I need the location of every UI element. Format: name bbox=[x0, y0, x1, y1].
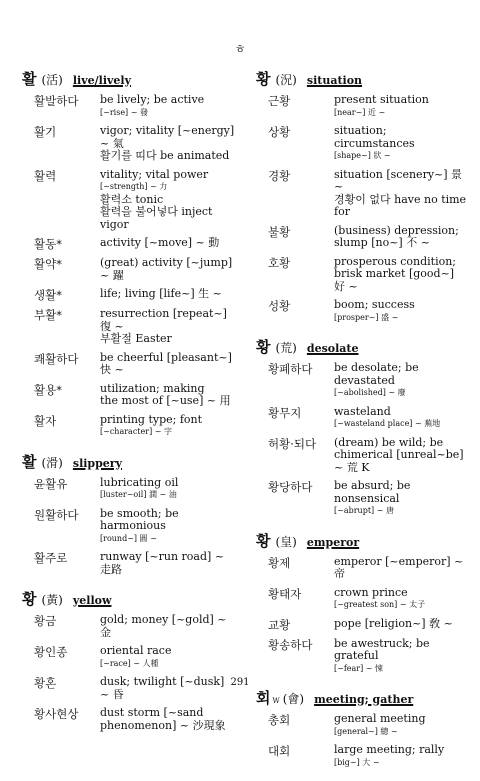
entry-term: 상황 bbox=[268, 125, 291, 139]
headword-meaning: yellow bbox=[72, 594, 112, 607]
headword-hanja: (荒) bbox=[275, 341, 297, 355]
dictionary-section bbox=[22, 451, 237, 577]
definition-line: (great) activity [~jump] ~ 躍 bbox=[100, 256, 233, 282]
entry-term: 황태자 bbox=[268, 586, 302, 601]
definition-line: situation; circumstances bbox=[334, 124, 415, 150]
right-column bbox=[256, 68, 468, 781]
dictionary-entry bbox=[256, 713, 468, 738]
entry-definition bbox=[334, 225, 468, 250]
headword: 회 bbox=[256, 689, 271, 707]
entry-term: 황당하다 bbox=[268, 480, 313, 494]
dictionary-entry bbox=[256, 744, 468, 769]
entry-term: 황무지 bbox=[268, 405, 302, 420]
entry-definition bbox=[100, 257, 237, 282]
dictionary-entry bbox=[22, 551, 237, 576]
headword-hanja: (況) bbox=[275, 73, 297, 87]
entry-definition bbox=[100, 94, 237, 119]
entry-definition bbox=[334, 713, 468, 738]
entry-term: 활약* bbox=[34, 257, 62, 271]
dictionary-entry bbox=[22, 257, 237, 282]
entry-definition bbox=[100, 614, 237, 639]
entry-term: 활력 bbox=[34, 168, 57, 183]
section-heading bbox=[22, 68, 237, 89]
entry-definition bbox=[100, 383, 237, 408]
section-heading bbox=[256, 530, 468, 551]
entry-definition bbox=[100, 237, 237, 251]
definition-line: vitality; vital power bbox=[100, 167, 209, 181]
entry-definition bbox=[334, 406, 468, 431]
entry-term: 성황 bbox=[268, 299, 291, 313]
definition-line: 활력을 불어넣다 inject vigor bbox=[100, 205, 213, 231]
entry-definition bbox=[100, 645, 237, 670]
definition-line: situation [scenery~] 景 ~ bbox=[334, 167, 463, 193]
definition-line: pope [religion~] 敎 ~ bbox=[334, 616, 453, 630]
entry-definition bbox=[334, 125, 468, 163]
entry-term: 대회 bbox=[268, 744, 291, 758]
definition-line: [~race] ~ 人種 bbox=[100, 658, 159, 668]
headword-meaning: live/lively bbox=[72, 74, 131, 87]
definition-line: be desolate; be devastated bbox=[334, 361, 419, 387]
definition-line: the most of [~use] ~ 用 bbox=[100, 394, 231, 407]
definition-line: [prosper~] 盛 ~ bbox=[334, 312, 399, 322]
entry-term: 황제 bbox=[268, 555, 291, 570]
entry-term: 황인종 bbox=[34, 645, 68, 659]
dictionary-entry bbox=[22, 308, 237, 346]
dictionary-entry bbox=[256, 556, 468, 581]
entry-term: 근황 bbox=[268, 94, 291, 108]
section-heading bbox=[256, 68, 468, 89]
entry-term: 생활* bbox=[34, 288, 62, 302]
dictionary-entry bbox=[22, 94, 237, 119]
entry-definition bbox=[100, 352, 237, 377]
entry-definition bbox=[334, 437, 468, 475]
dictionary-entry bbox=[22, 125, 237, 163]
entry-term: 교황 bbox=[268, 617, 291, 632]
entry-definition bbox=[100, 707, 237, 732]
entry-definition bbox=[334, 362, 468, 400]
definition-line: 경황이 없다 have no time for bbox=[334, 192, 467, 218]
definition-line: dusk; twilight [~dusk] ~ 昏 bbox=[100, 675, 225, 701]
entry-term: 활용* bbox=[34, 382, 62, 397]
entry-term: 활자 bbox=[34, 413, 57, 428]
definition-line: phenomenon] ~ 沙現象 bbox=[100, 718, 226, 732]
headword: 황 bbox=[256, 70, 271, 88]
headword-hanja: (皇) bbox=[275, 534, 297, 549]
dictionary-entry bbox=[256, 225, 468, 250]
definition-line: [general~] 總 ~ bbox=[334, 726, 398, 736]
entry-definition bbox=[334, 480, 468, 518]
dictionary-entry bbox=[22, 383, 237, 408]
definition-line: wasteland bbox=[334, 404, 391, 418]
dictionary-entry bbox=[256, 406, 468, 431]
definition-line: be cheerful [pleasant~] 快 ~ bbox=[100, 350, 232, 376]
entry-definition bbox=[100, 508, 237, 546]
dictionary-section bbox=[256, 68, 468, 324]
headword-meaning: meeting; gather bbox=[314, 693, 414, 706]
definition-line: brisk market [good~] 好 ~ bbox=[334, 267, 455, 293]
dictionary-entry bbox=[22, 477, 237, 502]
dictionary-entry bbox=[256, 299, 468, 324]
definition-line: vigor; vitality [~energy] ~ 氣 bbox=[100, 124, 235, 150]
definition-line: [~fear] ~ 悚 bbox=[334, 663, 384, 673]
definition-line: be lively; be active bbox=[100, 93, 205, 106]
entry-definition bbox=[334, 169, 468, 219]
page-number: 291 bbox=[230, 677, 250, 688]
entry-term: 활발하다 bbox=[34, 94, 79, 108]
entry-term: 허황·되다 bbox=[268, 436, 317, 451]
entry-term: 불황 bbox=[268, 224, 291, 239]
definition-line: printing type; font bbox=[100, 412, 203, 426]
definition-line: 활기를 띠다 be animated bbox=[100, 149, 230, 162]
entry-definition bbox=[100, 125, 237, 163]
definition-line: 부활절 Easter bbox=[100, 332, 172, 345]
entry-definition bbox=[334, 587, 468, 612]
entry-term: 쾌활하다 bbox=[34, 351, 79, 366]
definition-line: prosperous condition; bbox=[334, 254, 457, 268]
definition-line: [~abrupt] ~ 唐 bbox=[334, 506, 394, 515]
dictionary-entry bbox=[22, 352, 237, 377]
dictionary-entry bbox=[256, 480, 468, 518]
entry-definition bbox=[334, 299, 468, 324]
entry-term: 황사현상 bbox=[34, 707, 79, 721]
headword-meaning: emperor bbox=[306, 535, 360, 549]
entry-definition bbox=[334, 94, 468, 119]
definition-line: resurrection [repeat~] 復 ~ bbox=[100, 307, 227, 333]
headword-meaning: desolate bbox=[306, 342, 359, 355]
dictionary-entry bbox=[256, 256, 468, 294]
page-header-letter: ㅎ bbox=[234, 42, 246, 56]
entry-term: 호황 bbox=[268, 255, 291, 270]
entry-definition bbox=[334, 638, 468, 676]
entry-term: 활기 bbox=[34, 125, 57, 139]
definition-line: emperor [~emperor] ~ 帝 bbox=[334, 554, 464, 580]
dictionary-entry bbox=[22, 614, 237, 639]
headword: 황 bbox=[22, 590, 37, 608]
dictionary-section bbox=[22, 588, 237, 732]
dictionary-entry bbox=[256, 437, 468, 475]
headword-hanja: (會) bbox=[282, 692, 305, 706]
definition-line: crown prince bbox=[334, 585, 408, 599]
entry-term: 황송하다 bbox=[268, 637, 313, 652]
definition-line: runway [~run road] ~ 走路 bbox=[100, 550, 225, 576]
headword: 황 bbox=[256, 531, 271, 550]
entry-definition bbox=[100, 477, 237, 502]
entry-term: 총회 bbox=[268, 713, 291, 727]
dictionary-entry bbox=[256, 94, 468, 119]
headword-hanja: (滑) bbox=[41, 455, 63, 470]
entry-term: 부활* bbox=[34, 308, 62, 322]
dictionary-entry bbox=[22, 414, 237, 439]
definition-line: oriental race bbox=[100, 644, 172, 657]
entry-definition bbox=[334, 556, 468, 581]
headword-meaning: slippery bbox=[72, 456, 122, 470]
left-column bbox=[22, 68, 237, 744]
entry-term: 경황 bbox=[268, 168, 291, 183]
definition-line: [~strength] ~ 力 bbox=[100, 182, 168, 191]
dictionary-section bbox=[256, 530, 468, 676]
dictionary-section bbox=[256, 336, 468, 518]
entry-definition bbox=[100, 288, 237, 302]
dictionary-entry bbox=[22, 645, 237, 670]
entry-term: 황폐하다 bbox=[268, 362, 313, 376]
dictionary-entry bbox=[256, 618, 468, 632]
entry-definition bbox=[334, 256, 468, 294]
definition-line: [luster~oil] 潤 ~ 油 bbox=[100, 490, 177, 499]
dictionary-entry bbox=[22, 288, 237, 302]
definition-line: 활력소 tonic bbox=[100, 192, 164, 206]
definition-line: general meeting bbox=[334, 712, 426, 725]
headword-hanja: (活) bbox=[41, 73, 63, 87]
dictionary-section bbox=[22, 68, 237, 439]
definition-line: dust storm [~sand bbox=[100, 706, 204, 719]
definition-line: be smooth; be harmonious bbox=[100, 506, 179, 532]
dictionary-entry bbox=[256, 169, 468, 219]
dictionary-entry bbox=[256, 587, 468, 612]
definition-line: [~wasteland place] ~ 蕪地 bbox=[334, 419, 441, 428]
dictionary-entry bbox=[256, 638, 468, 676]
dictionary-section bbox=[256, 687, 468, 769]
definition-line: [shape~] 狀 ~ bbox=[334, 151, 391, 160]
definition-line: lubricating oil bbox=[100, 475, 179, 489]
definition-line: [round~] 圓 ~ bbox=[100, 533, 157, 543]
definition-line: be awestruck; be grateful bbox=[334, 636, 430, 662]
headword-superscript: W bbox=[272, 697, 280, 705]
headword: 황 bbox=[256, 338, 271, 356]
entry-term: 황혼 bbox=[34, 676, 57, 690]
dictionary-entry bbox=[22, 169, 237, 232]
definition-line: [~rise] ~ 發 bbox=[100, 107, 148, 117]
headword-hanja: (黃) bbox=[41, 593, 63, 607]
entry-definition bbox=[100, 414, 237, 439]
headword: 활 bbox=[22, 70, 37, 88]
entry-definition bbox=[100, 551, 237, 576]
entry-term: 원활하다 bbox=[34, 507, 79, 522]
definition-line: [near~] 近 ~ bbox=[334, 107, 386, 117]
entry-term: 활동* bbox=[34, 237, 62, 251]
definition-line: [~greatest son] ~ 太子 bbox=[334, 600, 426, 609]
entry-definition bbox=[334, 618, 468, 632]
definition-line: (dream) be wild; be bbox=[334, 435, 444, 449]
entry-term: 윤활유 bbox=[34, 476, 68, 491]
dictionary-entry bbox=[22, 508, 237, 546]
section-heading bbox=[256, 336, 468, 357]
definition-line: [~abolished] ~ 廢 bbox=[334, 388, 406, 397]
section-heading bbox=[256, 687, 468, 708]
definition-line: life; living [life~] 生 ~ bbox=[100, 287, 222, 300]
definition-line: be absurd; be nonsensical bbox=[334, 479, 411, 505]
definition-line: activity [~move] ~ 動 bbox=[100, 236, 220, 249]
dictionary-entry bbox=[256, 362, 468, 400]
definition-line: utilization; making bbox=[100, 381, 205, 395]
definition-line: (business) depression; bbox=[334, 223, 459, 237]
definition-line: slump [no~] 不 ~ bbox=[334, 236, 430, 249]
dictionary-entry bbox=[22, 707, 237, 732]
dictionary-entry bbox=[256, 125, 468, 163]
definition-line: gold; money [~gold] ~ 金 bbox=[100, 613, 227, 639]
section-heading bbox=[22, 451, 237, 472]
definition-line: [~character] ~ 字 bbox=[100, 427, 172, 436]
headword-meaning: situation bbox=[306, 74, 363, 87]
definition-line: boom; success bbox=[334, 298, 415, 311]
definition-line: present situation bbox=[334, 93, 429, 106]
definition-line: chimerical [unreal~be] ~ 荒 K bbox=[334, 448, 464, 474]
entry-term: 활주로 bbox=[34, 551, 68, 565]
definition-line: [big~] 大 ~ bbox=[334, 757, 380, 767]
headword: 활 bbox=[22, 452, 37, 471]
section-heading bbox=[22, 588, 237, 609]
definition-line: large meeting; rally bbox=[334, 743, 445, 756]
entry-definition bbox=[100, 169, 237, 232]
entry-definition bbox=[100, 308, 237, 346]
entry-definition bbox=[334, 744, 468, 769]
dictionary-entry bbox=[22, 237, 237, 251]
entry-term: 황금 bbox=[34, 614, 57, 628]
